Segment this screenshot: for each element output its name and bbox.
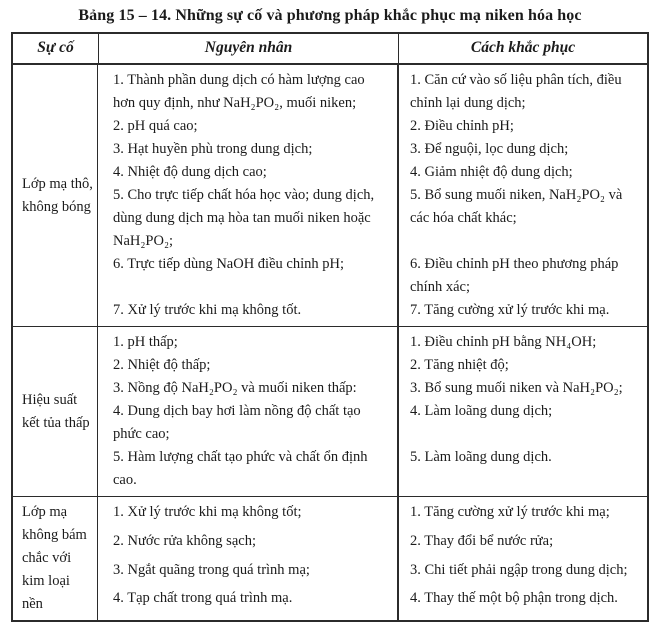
cause-item: 5. Cho trực tiếp chất hóa học vào; dung dịch, dùng dung dịch mạ hòa tan muối niken hoặc NaH₂PO₂; (113, 187, 375, 249)
cause-remedy-pairs (98, 497, 647, 620)
remedy-item: 7. Tăng cường xử lý trước khi mạ. (410, 302, 610, 318)
remedy-item: 6. Điều chỉnh pH theo phương pháp chính xác; (410, 256, 619, 295)
column-header-remedy: Cách khắc phục (398, 34, 647, 63)
remedy-item: 3. Bổ sung muối niken và NaH₂PO₂; (410, 380, 623, 396)
remedy-item: 5. Bổ sung muối niken, NaH₂PO₂ và các hóa chất khác; (410, 187, 623, 226)
cause-item: 6. Trực tiếp dùng NaOH điều chỉnh pH; (113, 256, 344, 272)
cause-item: 1. pH thấp; (113, 334, 178, 350)
cause-item: 1. Xử lý trước khi mạ không tốt; (113, 504, 302, 520)
table-row (13, 65, 647, 326)
table-row (13, 326, 647, 496)
remedy-item: 2. Thay đổi bể nước rửa; (410, 532, 554, 549)
cause-item: 4. Nhiệt độ dung dịch cao; (113, 164, 267, 180)
remedy-item: 1. Căn cứ vào số liệu phân tích, điều chỉnh lại dung dịch; (410, 72, 622, 111)
problem-cell: Lớp mạ thô, không bóng (13, 65, 98, 326)
cause-item: 4. Dung dịch bay hơi làm nồng độ chất tạo phức cao; (113, 403, 361, 442)
remedy-item: 4. Giảm nhiệt độ dung dịch; (410, 164, 573, 180)
table-row (13, 496, 647, 620)
table-header-row (13, 34, 647, 65)
cause-item: 4. Tạp chất trong quá trình mạ. (113, 590, 293, 607)
troubleshooting-table (11, 32, 649, 622)
remedy-item: 4. Thay thế một bộ phận trong dịch. (410, 590, 618, 607)
cause-item: 2. Nhiệt độ thấp; (113, 357, 211, 373)
remedy-item: 2. Tăng nhiệt độ; (410, 357, 509, 373)
table-caption: Bảng 15 – 14. Những sự cố và phương pháp khắc phục mạ niken hóa học (78, 7, 582, 24)
remedy-item: 3. Chi tiết phải ngập trong dung dịch; (410, 561, 628, 578)
cause-remedy-pairs (98, 327, 647, 496)
cause-item: 3. Hạt huyền phù trong dung dịch; (113, 141, 313, 157)
cause-item: 5. Hàm lượng chất tạo phức và chất ổn định cao. (113, 449, 368, 488)
remedy-item: 1. Tăng cường xử lý trước khi mạ; (410, 504, 610, 520)
remedy-item: 5. Làm loãng dung dịch. (410, 449, 552, 465)
cause-item: 2. Nước rửa không sạch; (113, 532, 256, 549)
cause-item: 2. pH quá cao; (113, 118, 198, 134)
cause-item: 3. Ngắt quãng trong quá trình mạ; (113, 561, 310, 578)
cause-item: 7. Xử lý trước khi mạ không tốt. (113, 302, 302, 318)
cause-item: 3. Nồng độ NaH₂PO₂ và muối niken thấp: (113, 380, 357, 396)
cause-item: 1. Thành phần dung dịch có hàm lượng cao hơn quy định, như NaH₂PO₂, muối niken; (113, 72, 365, 111)
remedy-item: 3. Để nguội, lọc dung dịch; (410, 141, 569, 157)
remedy-item: 2. Điều chỉnh pH; (410, 118, 514, 134)
column-header-cause: Nguyên nhân (98, 34, 398, 63)
column-header-problem: Sự cố (37, 39, 74, 56)
remedy-item: 4. Làm loãng dung dịch; (410, 403, 553, 419)
problem-cell: Lớp mạ không bám chắc với kim loại nền (13, 497, 98, 620)
problem-cell: Hiệu suất kết tủa thấp (13, 327, 98, 496)
cause-remedy-pairs (98, 65, 647, 326)
remedy-item: 1. Điều chỉnh pH bằng NH₄OH; (410, 334, 597, 350)
